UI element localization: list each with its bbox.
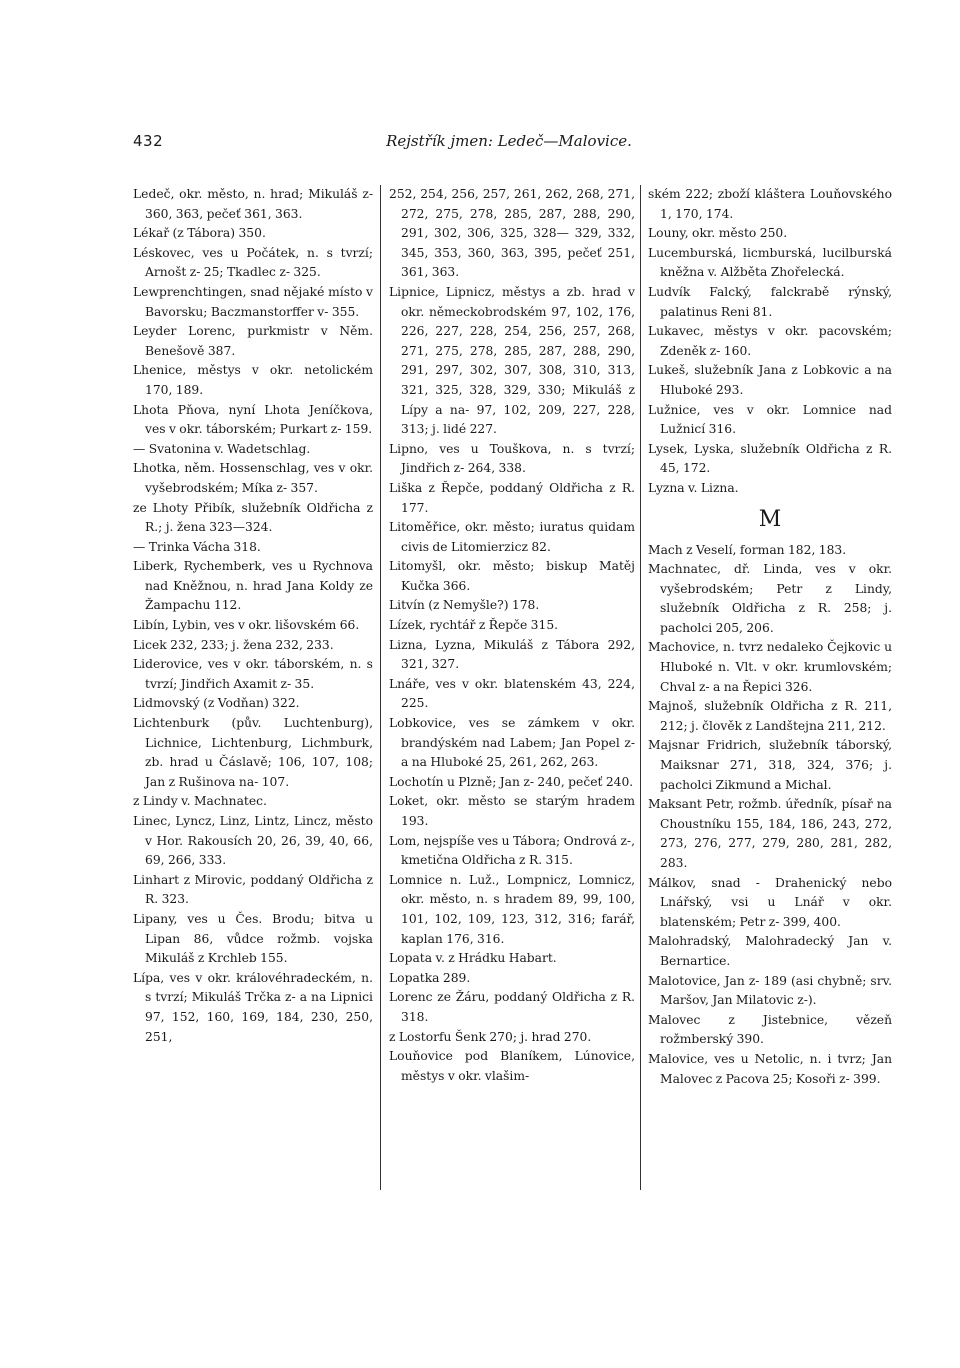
index-entry: Louňovice pod Blaníkem, Lúnovice, městys v okr. vlašim- xyxy=(389,1049,635,1083)
index-entry: Léskovec, ves u Počátek, n. s tvrzí; Arnošt z- 25; Tkadlec z- 325. xyxy=(133,245,373,280)
index-entry: Malovice, ves u Netolic, n. i tvrz; Jan Malovec z Pacova 25; Kosoři z- 399. xyxy=(648,1051,892,1086)
index-column-3 xyxy=(648,185,892,1089)
index-column-1 xyxy=(133,185,373,1047)
index-entry: Lhotka, něm. Hossenschlag, ves v okr. vyšebrodském; Míka z- 357. xyxy=(133,461,373,495)
index-entry: Mach z Veselí, forman 182, 183. xyxy=(648,542,847,557)
index-entry: Lorenc ze Žáru, poddaný Oldřicha z R. 318. xyxy=(389,990,635,1024)
index-entry: Malotovice, Jan z- 189 (asi chybně; srv. Maršov, Jan Milatovic z-). xyxy=(648,973,892,1008)
index-entry: Lobkovice, ves se zámkem v okr. brandýském nad Labem; Jan Popel z- a na Hluboké 25, 261, 262, 263. xyxy=(389,716,635,770)
index-entry: Lipno, ves u Touškova, n. s tvrzí; Jindřich z- 264, 338. xyxy=(389,441,635,476)
index-entry: Lyzna v. Lizna. xyxy=(648,480,739,495)
index-entry: ze Lhoty Přibík, služebník Oldřicha z R.; j. žena 323—324. xyxy=(133,500,373,535)
index-entry: Maksant Petr, rožmb. úředník, písař na Choustníku 155, 184, 186, 243, 272, 273, 276, 277, 279, 280, 281, 282, 283. xyxy=(648,797,892,870)
index-entry: Linhart z Mirovic, poddaný Oldřicha z R. 323. xyxy=(133,872,373,907)
column-divider xyxy=(380,185,381,1190)
index-entry: Lipnice, Lipnicz, městys a zb. hrad v okr. německobrodském 97, 102, 176, 226, 227, 228, 254, 256, 257, 268, 271, 275, 278, 285, 287, 288, 290, 291, 297, 302, 307, 308, 310, 313, 321, 325, 328, 329, 330; Mikuláš z Lípy a na- 97, 102, 209, 227, 228, 313; j. lidé 227. xyxy=(389,284,635,437)
index-entry: z Lostorfu Šenk 270; j. hrad 270. xyxy=(389,1029,592,1044)
index-entry: Lizna, Lyzna, Mikuláš z Tábora 292, 321, 327. xyxy=(389,637,635,672)
index-entry: Liška z Řepče, poddaný Oldřicha z R. 177. xyxy=(389,480,635,515)
index-entry: Majnoš, služebník Oldřicha z R. 211, 212; j. člověk z Landštejna 211, 212. xyxy=(648,699,892,733)
index-entry: Linec, Lyncz, Linz, Lintz, Lincz, město v Hor. Rakousích 20, 26, 39, 40, 66, 69, 266, 333. xyxy=(133,814,373,868)
index-entry: Litvín (z Nemyšle?) 178. xyxy=(389,598,540,613)
index-entry: Louny, okr. město 250. xyxy=(648,226,788,241)
index-entry: Ludvík Falcký, falckrabě rýnský, palatinus Reni 81. xyxy=(648,284,892,319)
index-entry: Leyder Lorenc, purkmistr v Něm. Benešově 387. xyxy=(133,324,373,358)
index-entry: Malovec z Jistebnice, vězeň rožmberský 390. xyxy=(648,1012,892,1047)
index-entry: Liberk, Rychemberk, ves u Rychnova nad Kněžnou, n. hrad Jana Koldy ze Žampachu 112. xyxy=(133,559,373,613)
index-entry: Lékař (z Tábora) 350. xyxy=(133,226,266,241)
running-title: Rejstřík jmen: Ledeč—Malovice. xyxy=(386,132,632,150)
index-entry: Lhota Pňova, nyní Lhota Jeníčkova, ves v okr. táborském; Purkart z- 159. xyxy=(133,402,373,437)
index-entry: Lízek, rychtář z Řepče 315. xyxy=(389,618,559,633)
index-entry: Loket, okr. město se starým hradem 193. xyxy=(389,794,635,828)
index-entry: — Trinka Vácha 318. xyxy=(133,539,261,554)
index-entry: Lom, nejspíše ves u Tábora; Ondrová z-, kmetična Oldřicha z R. 315. xyxy=(389,833,635,868)
index-entry: z Lindy v. Machnatec. xyxy=(133,794,267,809)
index-entry: Lidmovský (z Vodňan) 322. xyxy=(133,696,300,711)
page-number: 432 xyxy=(133,132,164,150)
index-entry: Liderovice, ves v okr. táborském, n. s tvrzí; Jindřich Axamit z- 35. xyxy=(133,657,373,691)
index-entry: 252, 254, 256, 257, 261, 262, 268, 271, 272, 275, 278, 285, 287, 288, 290, 291, 302, 306, 325, 328— 329, 332, 345, 353, 360, 363, 395, pečeť 251, 361, 363. xyxy=(389,187,635,280)
index-entry: Lukeš, služebník Jana z Lobkovic a na Hluboké 293. xyxy=(648,363,892,397)
index-entry: Lochotín u Plzně; Jan z- 240, pečeť 240. xyxy=(389,774,634,789)
page-header xyxy=(133,132,845,156)
index-entry: Lípa, ves v okr. královéhradeckém, n. s tvrzí; Mikuláš Trčka z- a na Lipnici 97, 152, 160, 169, 184, 230, 250, 251, xyxy=(133,970,373,1044)
index-entry: Lhenice, městys v okr. netolickém 170, 189. xyxy=(133,363,373,397)
index-entry: Majsnar Fridrich, služebník táborský, Maiksnar 271, 318, 324, 376; j. pacholci Zikmund a Michal. xyxy=(648,738,892,792)
index-entry: Machnatec, dř. Linda, ves v okr. vyšebrodském; Petr z Lindy, služebník Oldřicha z R. 258; j. pacholci 205, 206. xyxy=(648,562,892,635)
index-entry: Litomyšl, okr. město; biskup Matěj Kučka 366. xyxy=(389,559,635,593)
index-entry: — Svatonina v. Wadetschlag. xyxy=(133,441,311,456)
index-entry: Libín, Lybin, ves v okr. lišovském 66. xyxy=(133,618,360,633)
index-entry: Lysek, Lyska, služebník Oldřicha z R. 45, 172. xyxy=(648,441,892,476)
index-entry: Ledeč, okr. město, n. hrad; Mikuláš z- 360, 363, pečeť 361, 363. xyxy=(133,187,373,221)
index-column-2 xyxy=(389,185,635,1086)
column-divider xyxy=(640,185,641,1190)
index-entry: Lucemburská, licmburská, lucilburská kněžna v. Alžběta Zhořelecká. xyxy=(648,245,892,280)
index-entry: Málkov, snad - Drahenický nebo Lnářský, vsi u Lnář v okr. blatenském; Petr z- 399, 400. xyxy=(648,875,892,929)
index-entry: Lomnice n. Luž., Lompnicz, Lomnicz, okr. město, n. s hradem 89, 99, 100, 101, 102, 109, 123, 312, 316; farář, kaplan 176, 316. xyxy=(389,872,635,946)
index-entry: ském 222; zboží kláštera Louňovského 1, 170, 174. xyxy=(648,187,892,221)
index-entry: Lnáře, ves v okr. blatenském 43, 224, 225. xyxy=(389,676,635,711)
index-entry: Lopatka 289. xyxy=(389,970,471,985)
section-letter: M xyxy=(758,506,782,532)
index-entry: Lipany, ves u Čes. Brodu; bitva u Lipan 86, vůdce rožmb. vojska Mikuláš z Krchleb 155. xyxy=(133,911,373,966)
index-entry: Licek 232, 233; j. žena 232, 233. xyxy=(133,637,334,652)
index-entry: Lopata v. z Hrádku Habart. xyxy=(389,951,557,966)
index-entry: Litoměřice, okr. město; iuratus quidam civis de Litomierzicz 82. xyxy=(389,520,635,554)
index-entry: Lewprenchtingen, snad nějaké místo v Bavorsku; Baczmanstorffer v- 355. xyxy=(133,284,373,319)
index-entry: Machovice, n. tvrz nedaleko Čejkovic u Hluboké n. Vlt. v okr. krumlovském; Chval z- a na Řepici 326. xyxy=(648,640,892,694)
index-entry: Lichtenburk (pův. Luchtenburg), Lichnice, Lichtenburg, Lichmburk, zb. hrad u Čáslavě; 106, 107, 108; Jan z Rušinova na- 107. xyxy=(133,716,373,789)
index-entry: Malohradský, Malohradecký Jan v. Bernartice. xyxy=(648,934,892,968)
index-entry: Lukavec, městys v okr. pacovském; Zdeněk z- 160. xyxy=(648,324,892,358)
index-entry: Lužnice, ves v okr. Lomnice nad Lužnicí 316. xyxy=(648,402,892,437)
